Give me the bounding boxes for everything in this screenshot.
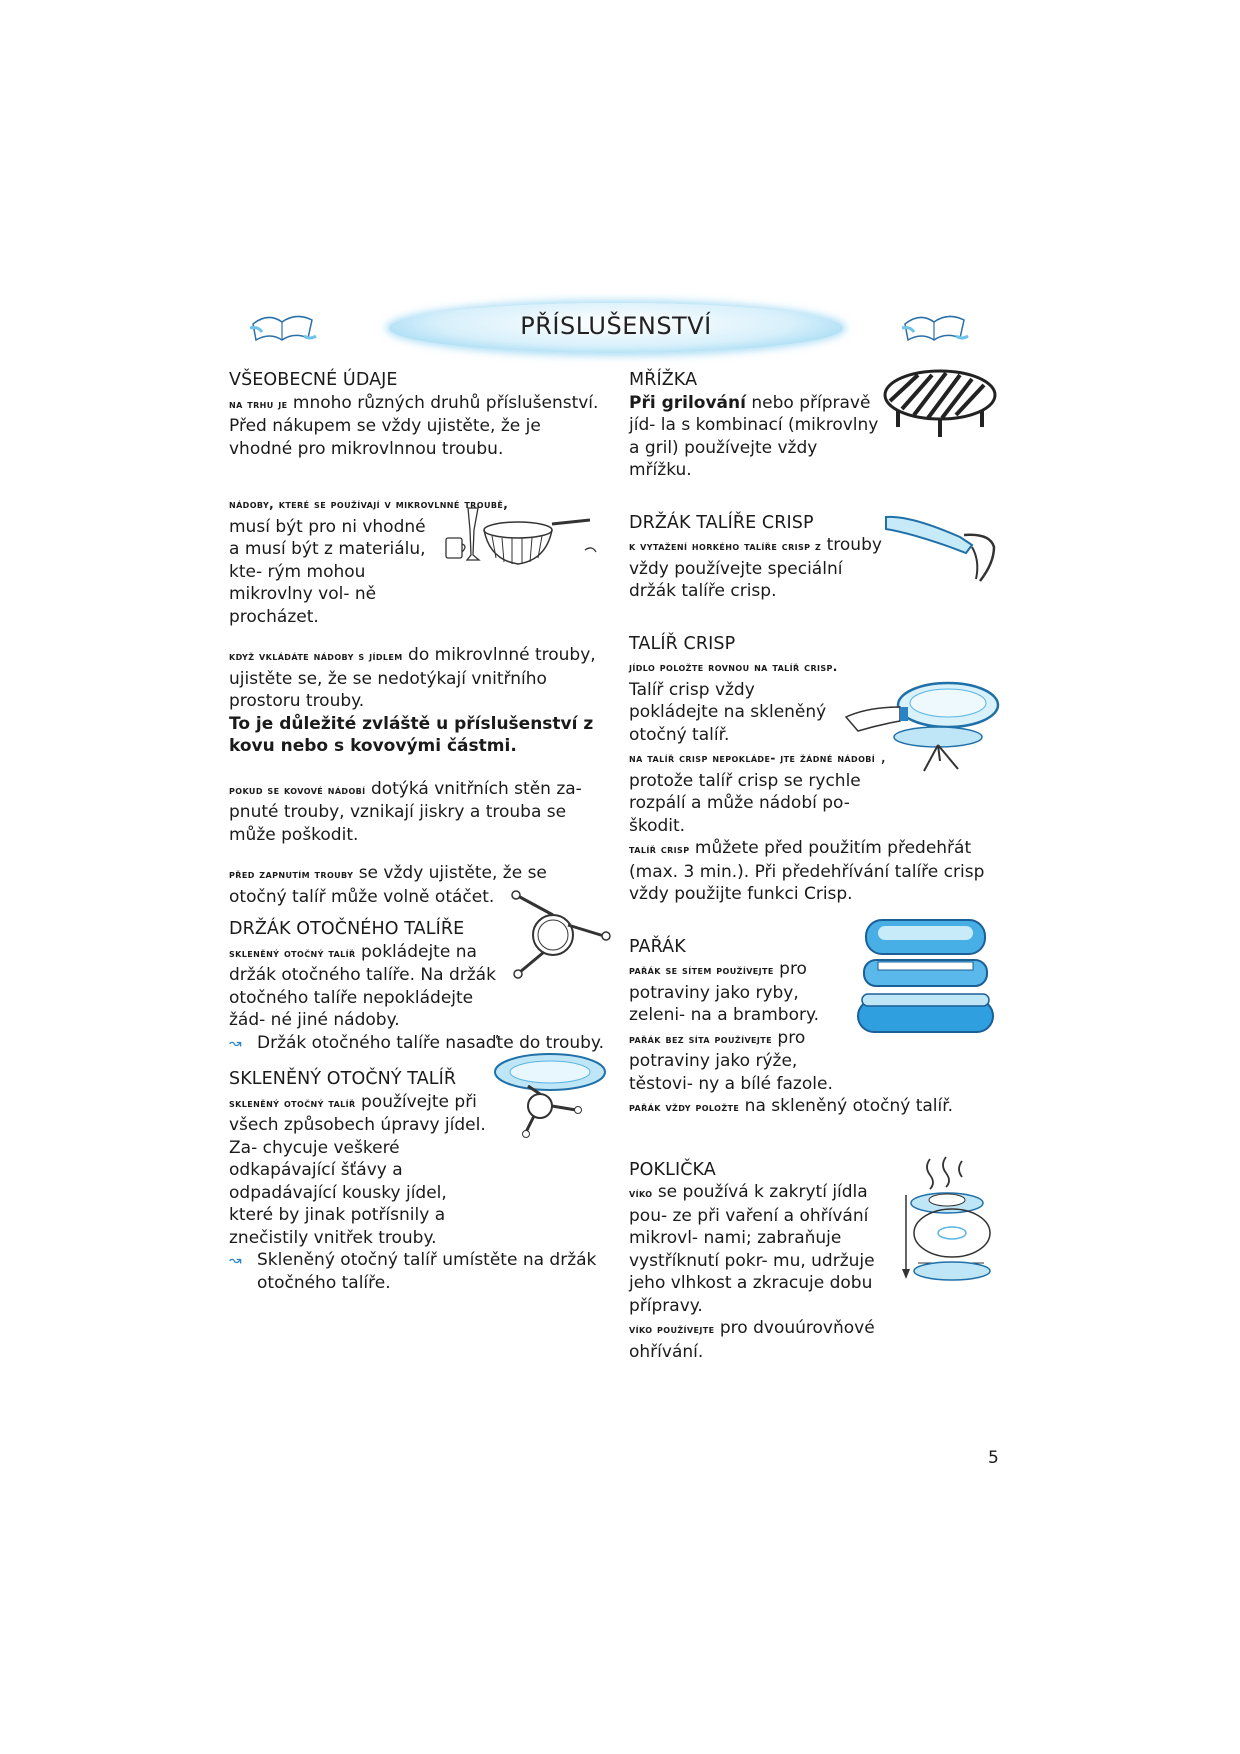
turntable-support-illustration bbox=[508, 890, 613, 980]
grill-rack-illustration bbox=[880, 365, 1000, 445]
section-grid: MŘÍŽKA Při grilování nebo přípravě jíd- la s kombinací (mikrovlny a gril) používejte vždy mřížku. bbox=[629, 369, 1004, 482]
instruction-bullet: ↝ Skleněný otočný talíř umístěte na držák otočného talíře. bbox=[229, 1250, 597, 1293]
open-book-icon-right bbox=[900, 306, 970, 346]
section-containers: nádoby, které se používají v mikrovlnné troubě, musí být pro ni vhodné a musí být z materiálu, kte- rým mohou mikrovlny vol- ně procházet. bbox=[229, 497, 509, 627]
page-title: PŘÍSLUŠENSTVÍ bbox=[520, 312, 712, 340]
wave-arrow-icon: ↝ bbox=[229, 1033, 242, 1052]
section-crisp-plate: TALÍŘ CRISP jídlo položte rovnou na talíř crisp. Talíř crisp vždy pokládejte na skleněný otočný talíř. na talíř crisp nepokláde- jte žádné nádobí , protože talíř crisp se rychle rozpálí a může nádobí po- škodit. talíř crisp můžete před použitím předehřát (max. 3 min.). Při předehřívání talíře crisp vždy použijte funkci Crisp. bbox=[629, 633, 1004, 906]
section-heading: MŘÍŽKA bbox=[629, 370, 698, 390]
section-heading: DRŽÁK TALÍŘE CRISP bbox=[629, 512, 814, 533]
section-heading: VŠEOBECNÉ ÚDAJE bbox=[229, 370, 398, 390]
section-holder: DRŽÁK OTOČNÉHO TALÍŘE skleněný otočný talíř pokládejte na držák otočného talíře. Na držák otočného talíře nepokládejte žád- né jiné nádoby. ↝ Držák otočného talíře nasaďte do trouby. bbox=[229, 918, 609, 1054]
section-general: VŠEOBECNÉ ÚDAJE na trhu je mnoho různých druhů příslušenství. Před nákupem se vždy ujistěte, že je vhodné pro mikrovlnnou troubu. bbox=[229, 369, 609, 460]
lid-illustration bbox=[902, 1155, 1004, 1290]
section-heading: TALÍŘ CRISP bbox=[629, 633, 736, 654]
section-steamer: PAŘÁK pařák se sítem používejte pro potraviny jako ryby, zeleni- na a brambory. pařák bez síta používejte pro potraviny jako rýže, těstovi- ny a bílé fazole. pařák vždy položte na skleněný otočný talíř. bbox=[629, 936, 1004, 1119]
section-placing: když vkládáte nádoby s jídlem do mikrovlnné trouby, ujistěte se, že se nedotýkají vnitřního prostoru trouby. To je důležité zvláště u příslušenství z kovu nebo s kovovými částmi. bbox=[229, 645, 596, 756]
instruction-bullet: ↝ Držák otočného talíře nasaďte do trouby. bbox=[229, 1032, 604, 1053]
section-heading: POKLIČKA bbox=[629, 1159, 716, 1180]
crisp-handle-illustration bbox=[880, 505, 1005, 585]
wave-arrow-icon: ↝ bbox=[229, 1251, 242, 1269]
section-heading: DRŽÁK OTOČNÉHO TALÍŘE bbox=[229, 919, 465, 939]
glass-plate-illustration bbox=[488, 1050, 613, 1140]
section-crisp-handle: DRŽÁK TALÍŘE CRISP k vytažení horkého talíře crisp z trouby vždy používejte speciální držák talíře crisp. bbox=[629, 512, 1004, 603]
section-before: před zapnutím trouby se vždy ujistěte, že se otočný talíř může volně otáčet. bbox=[229, 863, 547, 907]
section-lid: POKLIČKA víko se používá k zakrytí jídla pou- ze při vaření a ohřívání mikrovl- nami; zabraňuje vystříknutí pokr- mu, udržuje jeho vlhkost a zkracuje dobu přípravy. víko používejte pro dvouúrovňové ohřívání. bbox=[629, 1159, 1004, 1364]
section-metal: pokud se kovové nádobí dotýká vnitřních stěn za- pnuté trouby, vznikají jiskry a trouba se může poškodit. bbox=[229, 778, 582, 845]
open-book-icon-left bbox=[248, 306, 318, 346]
section-glass: SKLENĚNÝ OTOČNÝ TALÍŘ skleněný otočný talíř používejte při všech způsobech úpravy jídel. Za- chycuje veškeré odkapávající šťávy a odpadávající kousky jídel, které by jinak potřísnily a znečistily vnitřek trouby. ↝ Skleněný otočný talíř umístěte na držák otočného talíře. bbox=[229, 1068, 609, 1294]
section-heading: SKLENĚNÝ OTOČNÝ TALÍŘ bbox=[229, 1069, 457, 1089]
steamer-illustration bbox=[848, 910, 1003, 1040]
page-number: 5 bbox=[988, 1448, 999, 1468]
section-heading: PAŘÁK bbox=[629, 936, 686, 957]
crisp-plate-illustration bbox=[838, 665, 1003, 780]
microwave-dishes-illustration bbox=[440, 500, 605, 575]
